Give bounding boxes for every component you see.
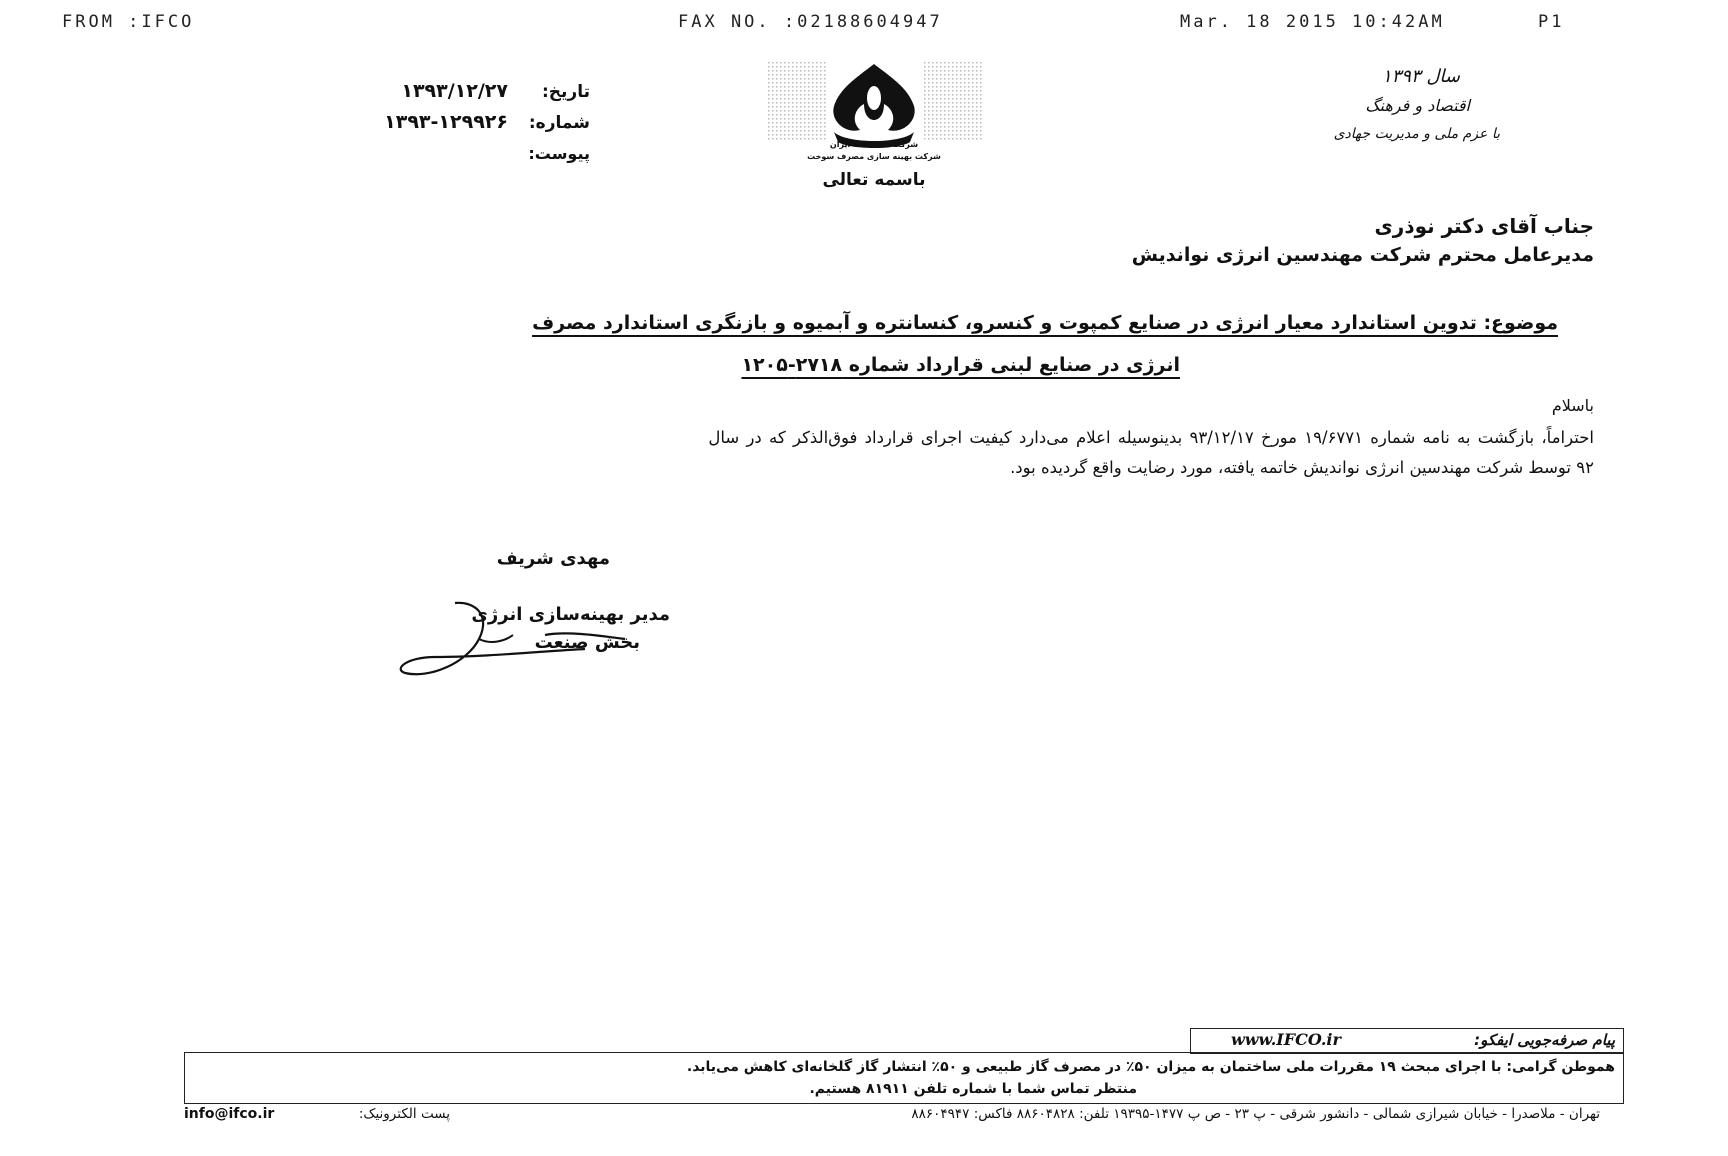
footer-message-line2: منتظر تماس شما با شماره تلفن ۸۱۹۱۱ هستیم. — [809, 1081, 1137, 1097]
attachment-label: پیوست: — [528, 144, 590, 163]
signer-name: مهدی شریف — [496, 548, 610, 569]
invocation: باسمه تعالی — [822, 170, 926, 190]
body-line1: احتراماً، بازگشت به نامه شماره ۱۹/۶۷۷۱ مورخ ۹۳/۱۲/۱۷ بدینوسیله اعلام می‌دارد کیفیت اجرای قرارداد فوق‌الذکر که در سال — [708, 428, 1594, 447]
footer-message-line1: هموطن گرامی: با اجرای مبحث ۱۹ مقررات ملی ساختمان به میزان ۵۰٪ در مصرف گاز طبیعی و ۵۰٪ انتشار گاز گلخانه‌ای کاهش می‌یابد. — [686, 1059, 1615, 1075]
logo-line2: شرکت بهینه سازی مصرف سوخت — [807, 152, 941, 161]
footer-web-box — [1190, 1028, 1624, 1054]
ifco-logo — [760, 58, 988, 166]
footer-email-link[interactable]: info@ifco.ir — [184, 1106, 275, 1122]
date-value: ۱۳۹۳/۱۲/۲۷ — [401, 80, 508, 102]
fax-page: P1 — [1538, 12, 1565, 32]
letter-meta — [300, 80, 590, 170]
slogan-theme: اقتصاد و فرهنگ — [1365, 96, 1470, 115]
body-line2: ۹۲ توسط شرکت مهندسین انرژی نواندیش خاتمه یافته، مورد رضایت واقع گردیده بود. — [1010, 458, 1594, 477]
signer-section: بخش صنعت — [534, 632, 640, 653]
logo-emblem-icon — [760, 58, 988, 166]
handwritten-signature-icon — [395, 595, 645, 685]
fax-datetime: Mar. 18 2015 10:42AM — [1180, 12, 1445, 32]
fax-number: FAX NO. :02188604947 — [678, 12, 943, 32]
footer-website-link[interactable]: www.IFCO.ir — [1231, 1030, 1341, 1049]
slogan-motto: با عزم ملی و مدیریت جهادی — [1333, 126, 1500, 142]
recipient-name: جناب آقای دکتر نوذری — [1374, 214, 1594, 238]
signer-title: مدیر بهینه‌سازی انرژی — [471, 604, 670, 625]
greeting: باسلام — [1551, 396, 1594, 415]
number-value: ۱۳۹۳-۱۲۹۹۲۶ — [384, 111, 508, 133]
footer-email-label: پست الکترونیک: — [358, 1106, 450, 1122]
subject-line2: انرژی در صنایع لبنی قرارداد شماره ۲۷۱۸-۱۲۰۵ — [741, 354, 1180, 376]
subject-line1: موضوع: تدوین استاندارد معیار انرژی در صنایع کمپوت و کنسرو، کنسانتره و آبمیوه و بازنگری استاندارد مصرف — [532, 312, 1558, 334]
year-slogan — [1300, 66, 1500, 156]
fax-from: FROM :IFCO — [62, 12, 195, 32]
date-label: تاریخ: — [542, 82, 590, 102]
recipient-title: مدیرعامل محترم شرکت مهندسین انرژی نواندیش — [1131, 244, 1594, 266]
logo-line1: شرکت ملی نفت ایران — [829, 140, 919, 149]
footer-slogan-label: پیام صرفه‌جویی ایفکو: — [1474, 1031, 1615, 1049]
number-label: شماره: — [528, 113, 590, 133]
footer-message-box — [184, 1052, 1624, 1104]
slogan-year: سال ۱۳۹۳ — [1381, 66, 1460, 87]
footer-address: تهران - ملاصدرا - خیابان شیرازی شمالی - دانشور شرقی - پ ۲۳ - ص پ ۱۴۷۷-۱۹۳۹۵ تلفن: ۸۸۶۰۴۸۲۸ فاکس: ۸۸۶۰۴۹۴۷ — [911, 1106, 1600, 1122]
